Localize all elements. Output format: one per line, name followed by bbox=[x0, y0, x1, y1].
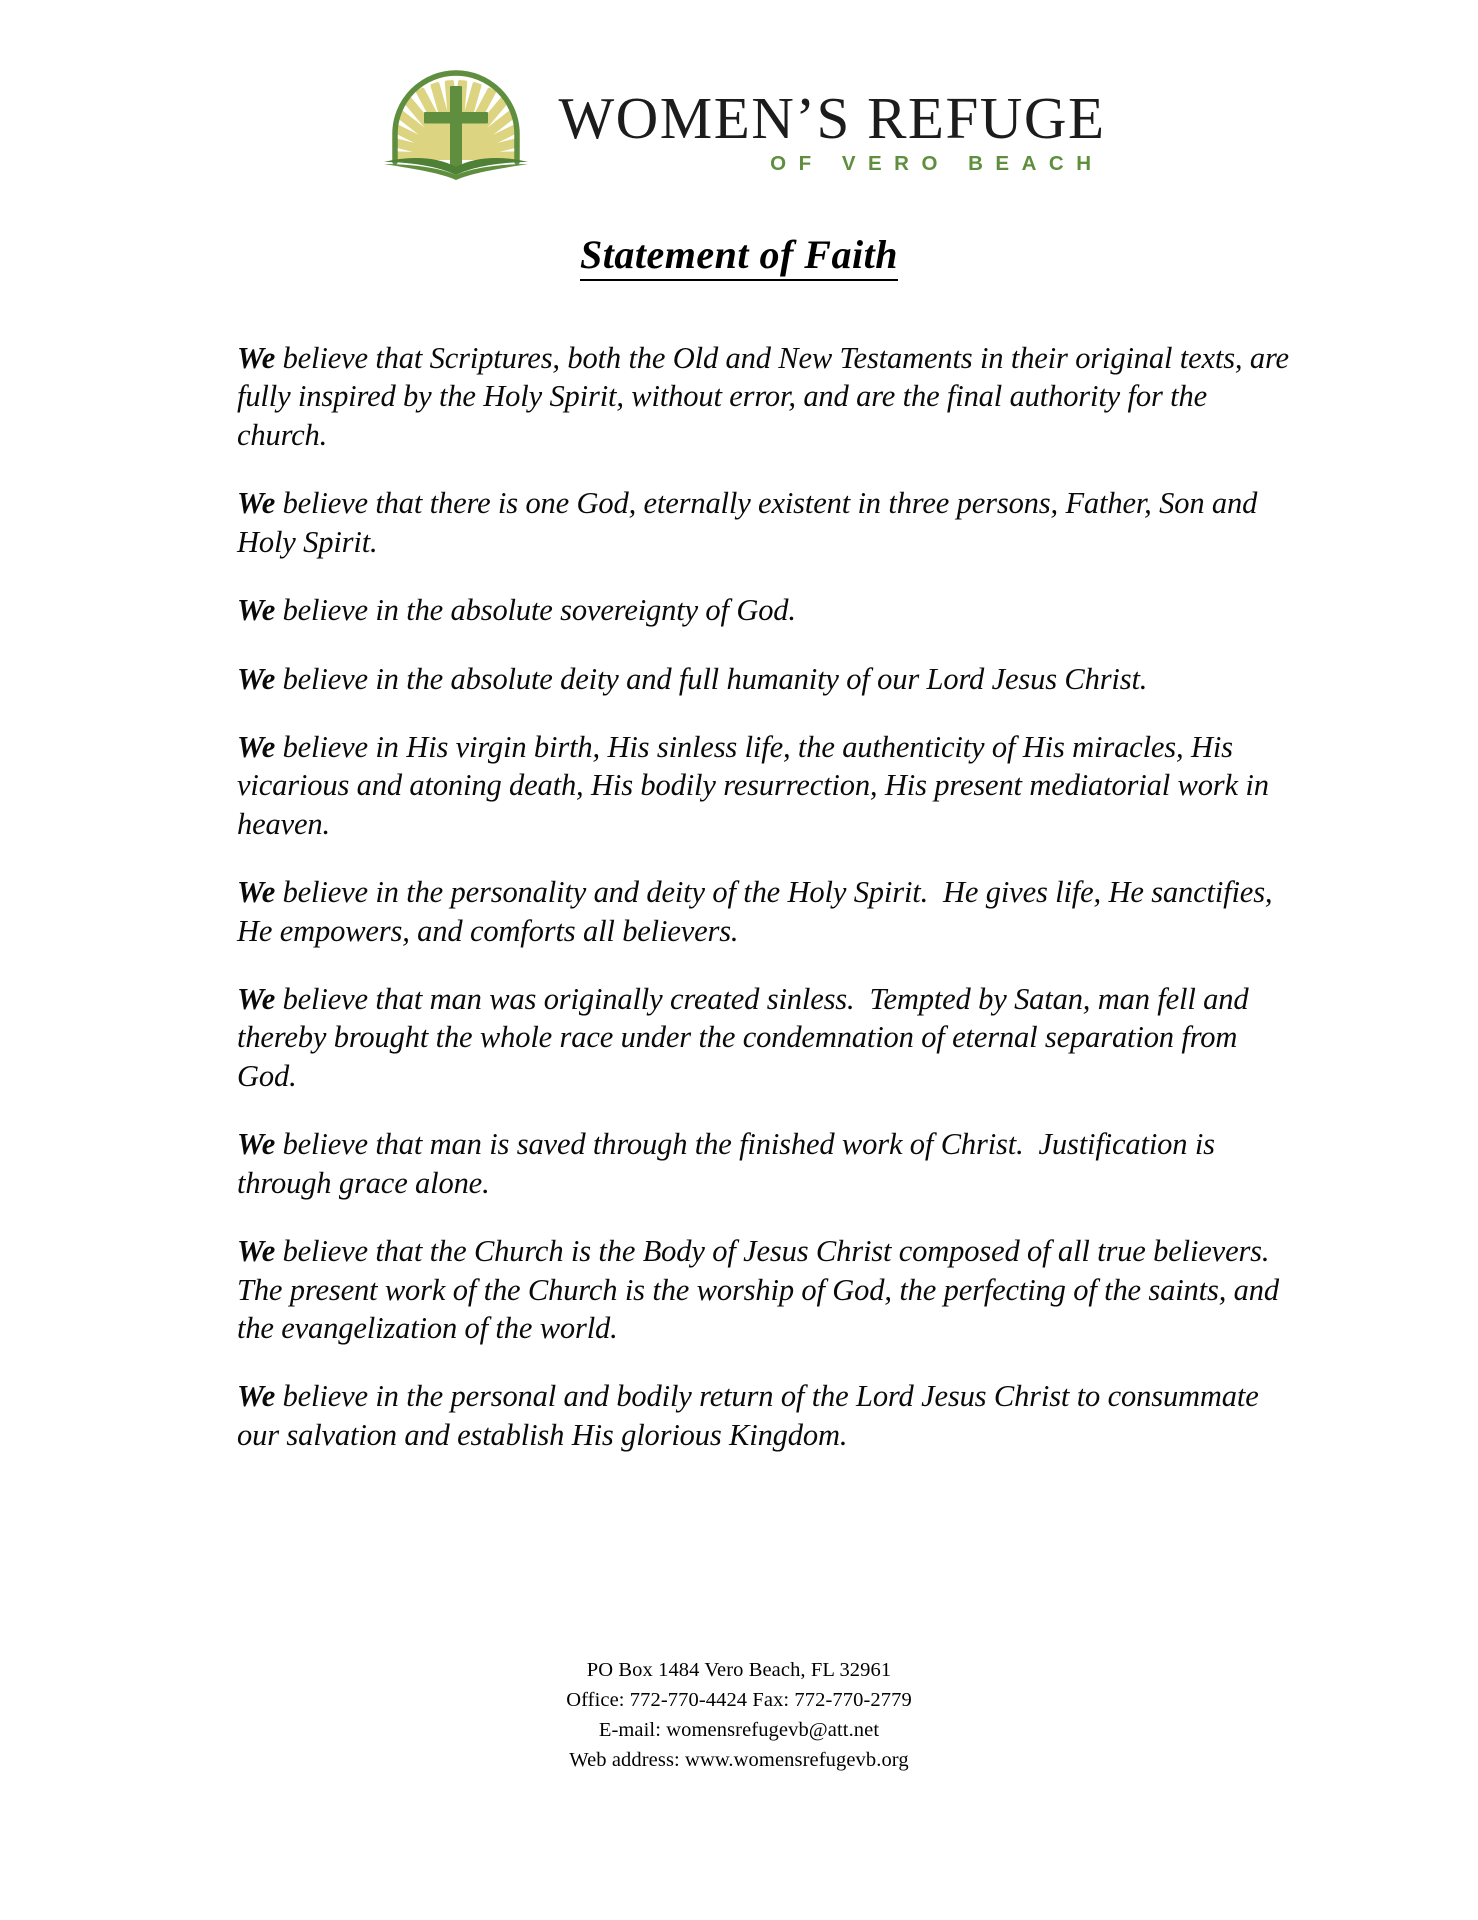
footer-address: PO Box 1484 Vero Beach, FL 32961 bbox=[586, 1659, 892, 1681]
belief-lead-word: We bbox=[237, 982, 276, 1017]
page-title-container bbox=[0, 232, 1478, 281]
belief-lead-word: We bbox=[237, 593, 276, 628]
belief-text: believe that man is saved through the finished work of Christ. Justification is through grace alone. bbox=[237, 1127, 1223, 1200]
belief-paragraph bbox=[237, 728, 1299, 843]
belief-paragraph bbox=[237, 1125, 1299, 1202]
logo-wordmark: WOMEN’S REFUGE bbox=[558, 84, 1106, 151]
footer-web: Web address: www.womensrefugevb.org bbox=[569, 1749, 909, 1772]
belief-paragraph bbox=[237, 873, 1299, 950]
belief-paragraph bbox=[237, 660, 1299, 698]
belief-text: believe that Scriptures, both the Old and New Testaments in their original texts, are fully inspired by the Holy Spirit, without error, and are the final authority for the church. bbox=[237, 341, 1297, 452]
belief-lead-word: We bbox=[237, 1234, 276, 1269]
belief-paragraph bbox=[237, 1232, 1299, 1347]
belief-paragraph bbox=[237, 484, 1299, 561]
belief-lead-word: We bbox=[237, 729, 276, 764]
belief-paragraph bbox=[237, 980, 1299, 1095]
logo-graphic bbox=[372, 68, 540, 180]
belief-text: believe in His virgin birth, His sinless life, the authenticity of His miracles, His vicarious and atoning death, His bodily resurrection, His present mediatorial work in heaven. bbox=[237, 729, 1277, 841]
document-header bbox=[0, 0, 1478, 180]
page-title: Statement of Faith bbox=[580, 232, 898, 281]
belief-lead-word: We bbox=[237, 1379, 276, 1414]
statement-body bbox=[179, 339, 1299, 1454]
belief-text: believe in the absolute sovereignty of God. bbox=[275, 593, 796, 628]
document-footer bbox=[0, 1655, 1478, 1776]
belief-lead-word: We bbox=[237, 486, 276, 521]
belief-lead-word: We bbox=[237, 661, 276, 696]
footer-email: E-mail: womensrefugevb@att.net bbox=[598, 1719, 880, 1742]
logo-tagline: OF VERO BEACH bbox=[770, 152, 1104, 175]
belief-paragraph bbox=[237, 591, 1299, 629]
belief-paragraph bbox=[237, 339, 1299, 454]
belief-text: believe in the absolute deity and full humanity of our Lord Jesus Christ. bbox=[275, 661, 1148, 696]
belief-text: believe that man was originally created sinless. Tempted by Satan, man fell and thereby brought the whole race under the condemnation of eternal separation from God. bbox=[237, 982, 1256, 1093]
belief-text: believe in the personality and deity of the Holy Spirit. He gives life, He sanctifies, He empowers, and comforts all believers. bbox=[237, 875, 1280, 948]
footer-phones: Office: 772-770-4424 Fax: 772-770-2779 bbox=[566, 1689, 912, 1712]
belief-lead-word: We bbox=[237, 341, 276, 375]
belief-lead-word: We bbox=[237, 875, 276, 910]
belief-text: believe that the Church is the Body of Jesus Christ composed of all true believers. The present work of the Church is the worship of God, the perfecting of the saints, and the evangelization of the world. bbox=[237, 1234, 1287, 1346]
belief-text: believe in the personal and bodily return of the Lord Jesus Christ to consummate our salvation and establish His glorious Kingdom. bbox=[237, 1379, 1267, 1452]
belief-paragraph bbox=[237, 1377, 1299, 1454]
belief-lead-word: We bbox=[237, 1127, 276, 1162]
logo-wordmark-group bbox=[558, 84, 1106, 180]
logo-mark bbox=[372, 68, 540, 180]
belief-text: believe that there is one God, eternally existent in three persons, Father, Son and Holy Spirit. bbox=[237, 486, 1265, 559]
